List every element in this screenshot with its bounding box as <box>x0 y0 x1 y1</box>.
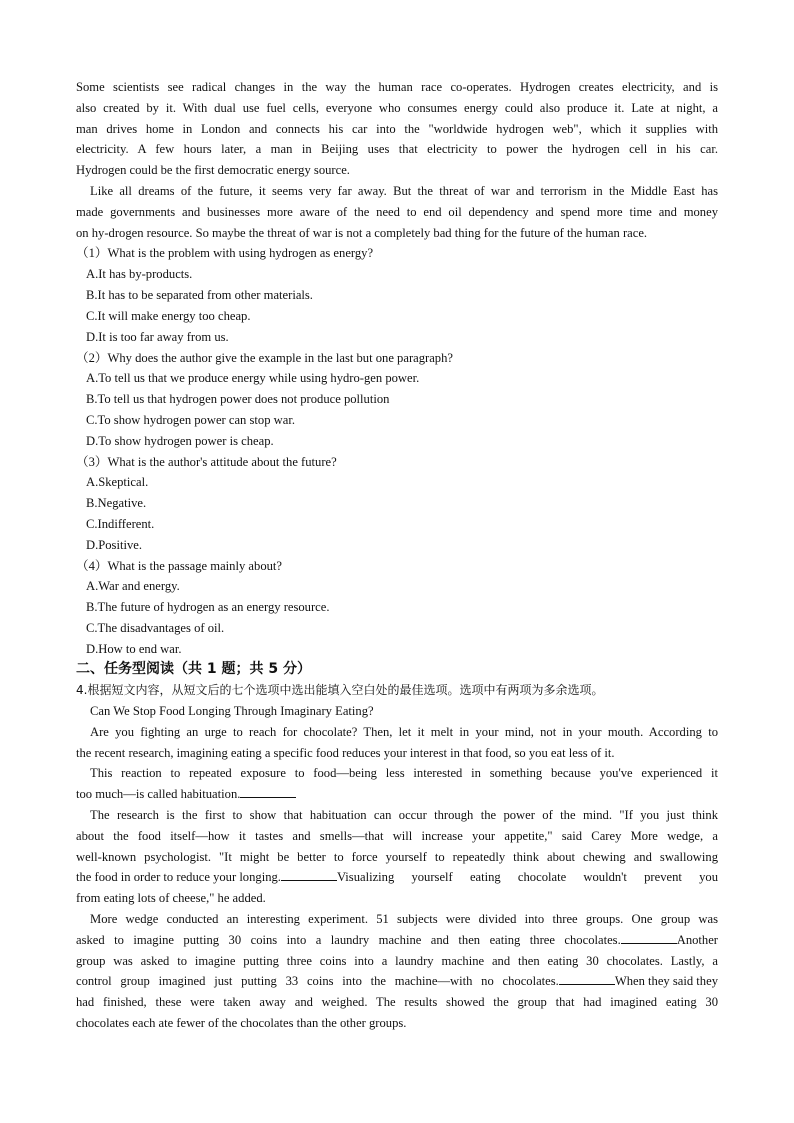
passage-line <box>76 786 718 802</box>
passage-text: asked to imagine putting 30 coins into a laundry machine and then eating three chocolates. <box>76 933 621 947</box>
question-option: D.Positive. <box>86 538 142 552</box>
passage-line: well-known psychologist. "It might be better to force yourself to repeatedly think about chewing and swallowing <box>76 850 718 864</box>
question-stem: （3）What is the author's attitude about the future? <box>76 455 337 469</box>
passage-line: made governments and businesses more aware of the need to end oil dependency and spend more time and money <box>76 205 718 219</box>
question-stem: （2）Why does the author give the example in the last but one paragraph? <box>76 351 453 365</box>
question-option: D.How to end war. <box>86 642 182 656</box>
passage-line <box>76 869 718 885</box>
question-option: D.It is too far away from us. <box>86 330 229 344</box>
passage-line: Like all dreams of the future, it seems very far away. But the threat of war and terrorism in the Middle East has <box>90 184 718 198</box>
passage-line: electricity. A few hours later, a man in Beijing uses that electricity to power the hydrogen cell in his car. <box>76 142 718 156</box>
passage-line <box>76 932 718 948</box>
question-option: C.The disadvantages of oil. <box>86 621 225 635</box>
passage-line: also created by it. With dual use fuel cells, everyone who consumes energy could also produce it. Late at night, a <box>76 101 718 115</box>
question-option: A.War and energy. <box>86 579 180 593</box>
passage-text: the food in order to reduce your longing. <box>76 870 281 884</box>
passage-text: too much—is called habituation. <box>76 787 241 801</box>
passage-line: chocolates each ate fewer of the chocolates than the other groups. <box>76 1016 407 1030</box>
passage-line <box>76 973 718 989</box>
question-option: A.To tell us that we produce energy while using hydro-gen power. <box>86 371 420 385</box>
passage-line: on hy-drogen resource. So maybe the threat of war is not a completely bad thing for the future of the human race. <box>76 226 648 240</box>
passage-line: Some scientists see radical changes in the way the human race co-operates. Hydrogen creates electricity, and is <box>76 80 718 94</box>
answer-blank[interactable] <box>240 786 296 798</box>
question-stem: （1）What is the problem with using hydrogen as energy? <box>76 246 374 260</box>
passage-line: about the food itself—how it tastes and smells—that will increase your appetite," said Carey More wedge, a <box>76 829 718 843</box>
answer-blank[interactable] <box>281 869 337 881</box>
question-option: B.It has to be separated from other materials. <box>86 288 313 302</box>
question-option: A.It has by-products. <box>86 267 193 281</box>
passage-line: the recent research, imagining eating a specific food reduces your interest in that food, so you eat less of it. <box>76 746 615 760</box>
passage-line: from eating lots of cheese," he added. <box>76 891 266 905</box>
passage-text: Visualizing yourself eating chocolate wouldn't prevent you <box>336 870 718 884</box>
passage-line: man drives home in London and connects his car into the "worldwide hydrogen web", which it supplies with <box>76 122 718 136</box>
passage-line: The research is the first to show that habituation can occur through the power of the mind. "If you just think <box>90 808 718 822</box>
passage-line: This reaction to repeated exposure to food—being less interested in something because you've experienced it <box>90 766 718 780</box>
question-option: B.Negative. <box>86 496 147 510</box>
passage-line: had finished, these were taken away and weighed. The results showed the group that had imagined eating 30 <box>76 995 718 1009</box>
passage-line: group was asked to imagine putting three coins into a laundry machine and then eating 30 chocolates. Lastly, a <box>76 954 718 968</box>
question-option: D.To show hydrogen power is cheap. <box>86 434 274 448</box>
question-option: C.To show hydrogen power can stop war. <box>86 413 295 427</box>
section-heading: 二、任务型阅读（共 1 题；共 5 分） <box>76 661 311 677</box>
passage-title: Can We Stop Food Longing Through Imaginary Eating? <box>90 704 374 718</box>
answer-blank[interactable] <box>559 973 615 985</box>
question-stem: （4）What is the passage mainly about? <box>76 559 282 573</box>
passage-text: control group imagined just putting 33 coins into the machine—with no chocolates. <box>76 974 559 988</box>
passage-line: Hydrogen could be the first democratic energy source. <box>76 163 350 177</box>
passage-line: More wedge conducted an interesting experiment. 51 subjects were divided into three groups. One group was <box>90 912 718 926</box>
question-option: B.The future of hydrogen as an energy resource. <box>86 600 330 614</box>
passage-text: Another <box>676 933 718 947</box>
passage-text: When they said they <box>614 974 718 988</box>
answer-blank[interactable] <box>621 932 677 944</box>
question-option: C.It will make energy too cheap. <box>86 309 251 323</box>
passage-line: Are you fighting an urge to reach for chocolate? Then, let it melt in your mind, not in your mouth. According to <box>90 725 718 739</box>
question-option: C.Indifferent. <box>86 517 155 531</box>
question-option: B.To tell us that hydrogen power does not produce pollution <box>86 392 390 406</box>
section-instruction: 4.根据短文内容，从短文后的七个选项中选出能填入空白处的最佳选项。选项中有两项为多余选项。 <box>76 683 604 697</box>
question-option: A.Skeptical. <box>86 475 149 489</box>
